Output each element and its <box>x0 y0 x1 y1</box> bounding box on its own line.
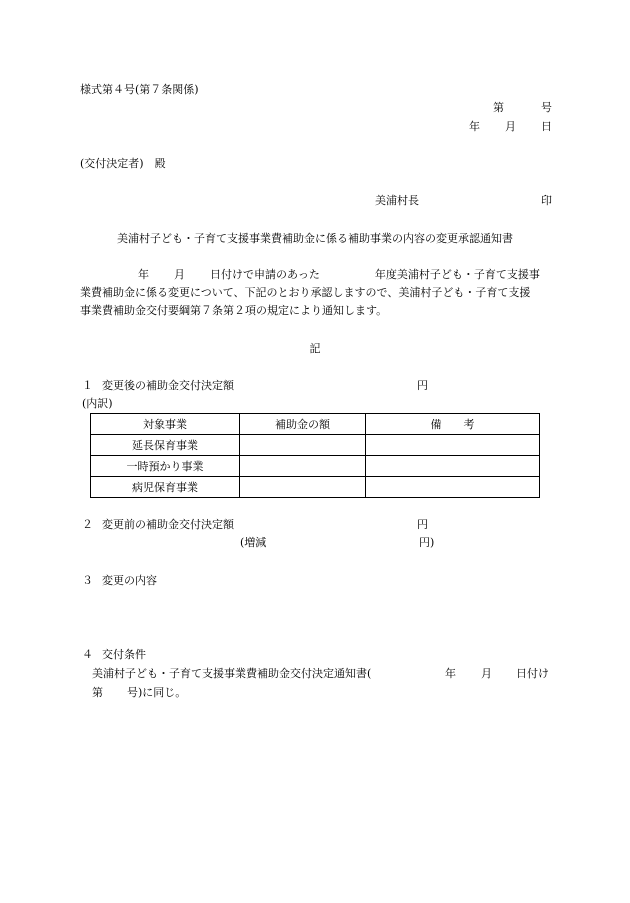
row-amount-cell <box>240 456 366 477</box>
breakdown-label: (内訳) <box>82 397 113 410</box>
zougen-close: 円) <box>419 536 435 549</box>
table-row <box>91 435 540 456</box>
section-4-line-1: 美浦村子ども・子育て支援事業費補助金交付決定通知書( <box>92 667 372 680</box>
body-line-3: 事業費補助金交付要綱第７条第２項の規定により通知します。 <box>80 304 388 317</box>
section-4-dai: 第 <box>92 686 103 699</box>
breakdown-table <box>90 413 540 498</box>
addressee: (交付決定者) 殿 <box>80 157 166 170</box>
header-hojokin-gaku: 補助金の額 <box>240 414 366 435</box>
document-title: 美浦村子ども・子育て支援事業費補助金に係る補助事業の内容の変更承認通知書 <box>117 232 513 245</box>
section-4-number: ４ <box>82 648 93 661</box>
section-2-label: 変更前の補助金交付決定額 <box>102 518 234 531</box>
form-number: 様式第４号(第７条関係) <box>80 83 199 96</box>
table-header-row <box>91 414 540 435</box>
date-month: 月 <box>505 120 516 133</box>
section-1-number: １ <box>82 379 93 392</box>
body-year: 年 <box>138 268 149 281</box>
document-number-go: 号 <box>541 101 552 114</box>
table-row <box>91 456 540 477</box>
row-note-cell <box>366 435 540 456</box>
body-month: 月 <box>174 268 185 281</box>
row-jigyo-name: 一時預かり事業 <box>91 456 240 477</box>
header-biko: 備 考 <box>366 414 540 435</box>
body-line-1: 日付けで申請のあった 年度美浦村子ども・子育て支援事 <box>210 268 540 281</box>
document-number-dai: 第 <box>493 101 504 114</box>
section-1-label: 変更後の補助金交付決定額 <box>102 379 234 392</box>
section-3-label: 変更の内容 <box>102 574 157 587</box>
section-4-year: 年 <box>445 667 456 680</box>
issuer-name: 美浦村長 <box>375 194 419 207</box>
section-4-label: 交付条件 <box>102 648 146 661</box>
section-1-yen: 円 <box>417 379 428 392</box>
seal-mark: 印 <box>541 194 552 207</box>
row-jigyo-name: 延長保育事業 <box>91 435 240 456</box>
zougen-open: (増減 <box>240 536 267 549</box>
header-taisho-jigyo: 対象事業 <box>91 414 240 435</box>
section-4-line-2-end: 号)に同じ。 <box>127 686 187 699</box>
section-4-hizuke: 日付け <box>516 667 549 680</box>
row-amount-cell <box>240 477 366 498</box>
section-2-yen: 円 <box>417 518 428 531</box>
date-day: 日 <box>541 120 552 133</box>
row-note-cell <box>366 456 540 477</box>
row-note-cell <box>366 477 540 498</box>
section-4-month: 月 <box>481 667 492 680</box>
section-2-number: ２ <box>82 518 93 531</box>
section-3-number: ３ <box>82 574 93 587</box>
table-row <box>91 477 540 498</box>
row-amount-cell <box>240 435 366 456</box>
body-line-2: 業費補助金に係る変更について、下記のとおり承認しますので、美浦村子ども・子育て支援 <box>80 286 531 299</box>
ki-heading: 記 <box>309 342 321 355</box>
row-jigyo-name: 病児保育事業 <box>91 477 240 498</box>
date-year: 年 <box>469 120 480 133</box>
